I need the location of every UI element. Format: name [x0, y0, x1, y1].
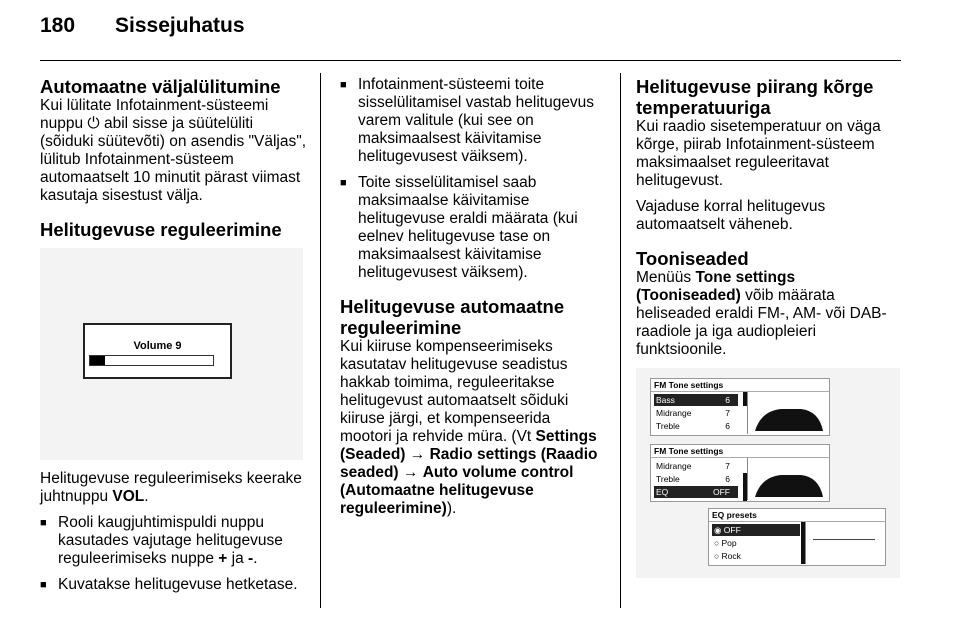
column-divider-2: [620, 73, 621, 608]
minus-key-label: -: [248, 550, 254, 567]
settings-ref[interactable]: Settings (Seaded): [340, 428, 597, 463]
vol-knob-label: VOL: [112, 488, 145, 505]
row-label: Treble: [656, 421, 680, 431]
row-label: Midrange: [656, 408, 692, 418]
tone-settings-ref: Tone settings (Tooniseaded): [636, 269, 796, 304]
bullet-list-2: [340, 76, 602, 282]
page-number: 180: [40, 14, 76, 37]
panel-divider: [805, 522, 806, 564]
paragraph-auto-off: Kui lülitate Infotainment-süsteemi nuppu ⏻ abil sisse ja süütelüliti (sõiduki süütevõti) on asendis "Väljas", lülitub Infotainment-süsteem automaatselt 10 minutit pärast viimast kasutaja sisestust välja.: [40, 97, 307, 204]
bullet-icon: ■: [40, 517, 47, 529]
panel-divider: [747, 392, 748, 434]
panel-divider: [747, 458, 748, 500]
tone-text: Menüüs: [636, 269, 696, 286]
bullet-list-1: [40, 514, 308, 594]
heading-auto-volume: Helitugevuse automaatne reguleerimine: [340, 296, 565, 338]
heading-volume: Helitugevuse reguleerimine: [40, 219, 282, 240]
volume-text-end: .: [144, 488, 149, 505]
heading-auto-off: Automaatne väljalülitumine: [40, 76, 281, 97]
tone-text-end: võib määrata heliseaded eraldi FM-, AM- või DAB-raadiole ja iga audiopleieri funktsioonile.: [636, 287, 887, 358]
eq-preset-off[interactable]: [712, 524, 800, 536]
row-value: 7: [725, 408, 730, 418]
row-value: 6: [725, 474, 730, 484]
volume-bar: [89, 355, 214, 366]
bullet-icon: ■: [340, 177, 347, 189]
row-value: 6: [725, 395, 730, 405]
row-label: ○ Rock: [714, 551, 741, 561]
paragraph-temp-limit: Kui raadio sisetemperatuur on väga kõrge, piirab Infotainment-süsteem maksimaalset reguleeritavat helitugevust.: [636, 118, 881, 189]
tone-row-bass[interactable]: [654, 394, 738, 406]
plus-key-label: +: [218, 550, 228, 567]
arrow-icon: →: [405, 446, 430, 463]
row-label: ○ Pop: [714, 538, 737, 548]
list-item: [340, 174, 602, 282]
header-rule: [40, 60, 901, 61]
row-label: Treble: [656, 474, 680, 484]
paragraph-end: ).: [446, 500, 457, 517]
bullet-text: Kuvatakse helitugevuse hetketase.: [58, 576, 298, 593]
bullet-text: Toite sisselülitamisel saab maksimaalse käivitamise helitugevuse eraldi määrata (kui eelnev helitugevuse tase on maksimaalsest käivitamise helitugevusest väiksem).: [358, 174, 578, 281]
row-value: 7: [725, 461, 730, 471]
tone-panel-title: FM Tone settings: [651, 445, 829, 458]
list-item: [40, 576, 308, 594]
row-value: OFF: [713, 487, 730, 497]
bullet-icon: ■: [40, 579, 47, 591]
tone-panel-1: [650, 378, 830, 436]
tone-row-treble[interactable]: [654, 420, 738, 432]
eq-preset-rock[interactable]: [712, 550, 800, 562]
volume-display: [83, 323, 232, 379]
tone-row-midrange[interactable]: [654, 460, 738, 472]
tone-row-treble[interactable]: [654, 473, 738, 485]
tone-row-midrange[interactable]: [654, 407, 738, 419]
bullet-text: Rooli kaugjuhtimispuldi nuppu kasutades vajutage helitugevuse reguleerimiseks nuppe: [58, 514, 283, 567]
heading-tone: Tooniseaded: [636, 248, 749, 269]
tone-curve-icon: [751, 397, 827, 433]
column-1: [40, 76, 308, 602]
tone-panel-2: [650, 444, 830, 502]
eq-flat-line: [813, 539, 875, 540]
bullet-icon: ■: [340, 79, 347, 91]
paragraph-volume-reduce: Vajaduse korral helitugevus automaatselt väheneb.: [636, 198, 826, 233]
row-label: Midrange: [656, 461, 692, 471]
tone-panel-title: FM Tone settings: [651, 379, 829, 392]
chapter-title: Sissejuhatus: [115, 14, 245, 37]
volume-label: Volume 9: [133, 340, 182, 352]
volume-screen-illustration: [40, 248, 303, 460]
eq-presets-panel: [708, 508, 886, 566]
auto-volume-text: Kui kiiruse kompenseerimiseks kasutatav helitugevuse seadistus hakkab toimima, reguleeritakse helitugevust automaatselt sõiduki kiiruse järgi, et kompenseerida mootori ja rehvide müra. (Vt: [340, 338, 569, 445]
auto-volume-ref[interactable]: Auto volume control (Automaatne helitugevuse reguleerimine): [340, 464, 574, 517]
eq-panel-title: EQ presets: [709, 509, 885, 522]
row-label: EQ: [656, 487, 669, 497]
tone-screens-illustration: [636, 368, 900, 578]
list-item: [40, 514, 308, 568]
row-value: 6: [725, 421, 730, 431]
bullet-text: Infotainment-süsteemi toite sisselülitamisel vastab helitugevus varem valitule (kui see on maksimaalsest käivitamise helitugevusest väiksem).: [358, 76, 595, 165]
paragraph-tone: [636, 269, 904, 359]
paragraph-volume: [40, 470, 308, 506]
list-item: [340, 76, 602, 166]
volume-text: Helitugevuse reguleerimiseks keerake juhtnuppu: [40, 470, 302, 505]
bullet-text-mid: ja: [227, 550, 249, 567]
eq-preset-pop[interactable]: [712, 537, 800, 549]
tone-row-eq[interactable]: [654, 486, 738, 498]
heading-temp-limit: Helitugevuse piirang kõrge temperatuuriga: [636, 76, 874, 118]
bullet-text-end: .: [253, 550, 258, 567]
row-label: ◉ OFF: [714, 525, 741, 535]
paragraph-auto-volume: [340, 338, 602, 518]
arrow-icon: →: [398, 464, 423, 481]
column-divider-1: [320, 73, 321, 608]
radio-settings-ref[interactable]: Radio settings (Raadio seaded): [340, 446, 598, 481]
column-2: [340, 76, 602, 526]
row-label: Bass: [656, 395, 675, 405]
column-3: [636, 76, 904, 367]
tone-curve-icon: [751, 463, 827, 499]
volume-bar-fill: [90, 356, 105, 365]
